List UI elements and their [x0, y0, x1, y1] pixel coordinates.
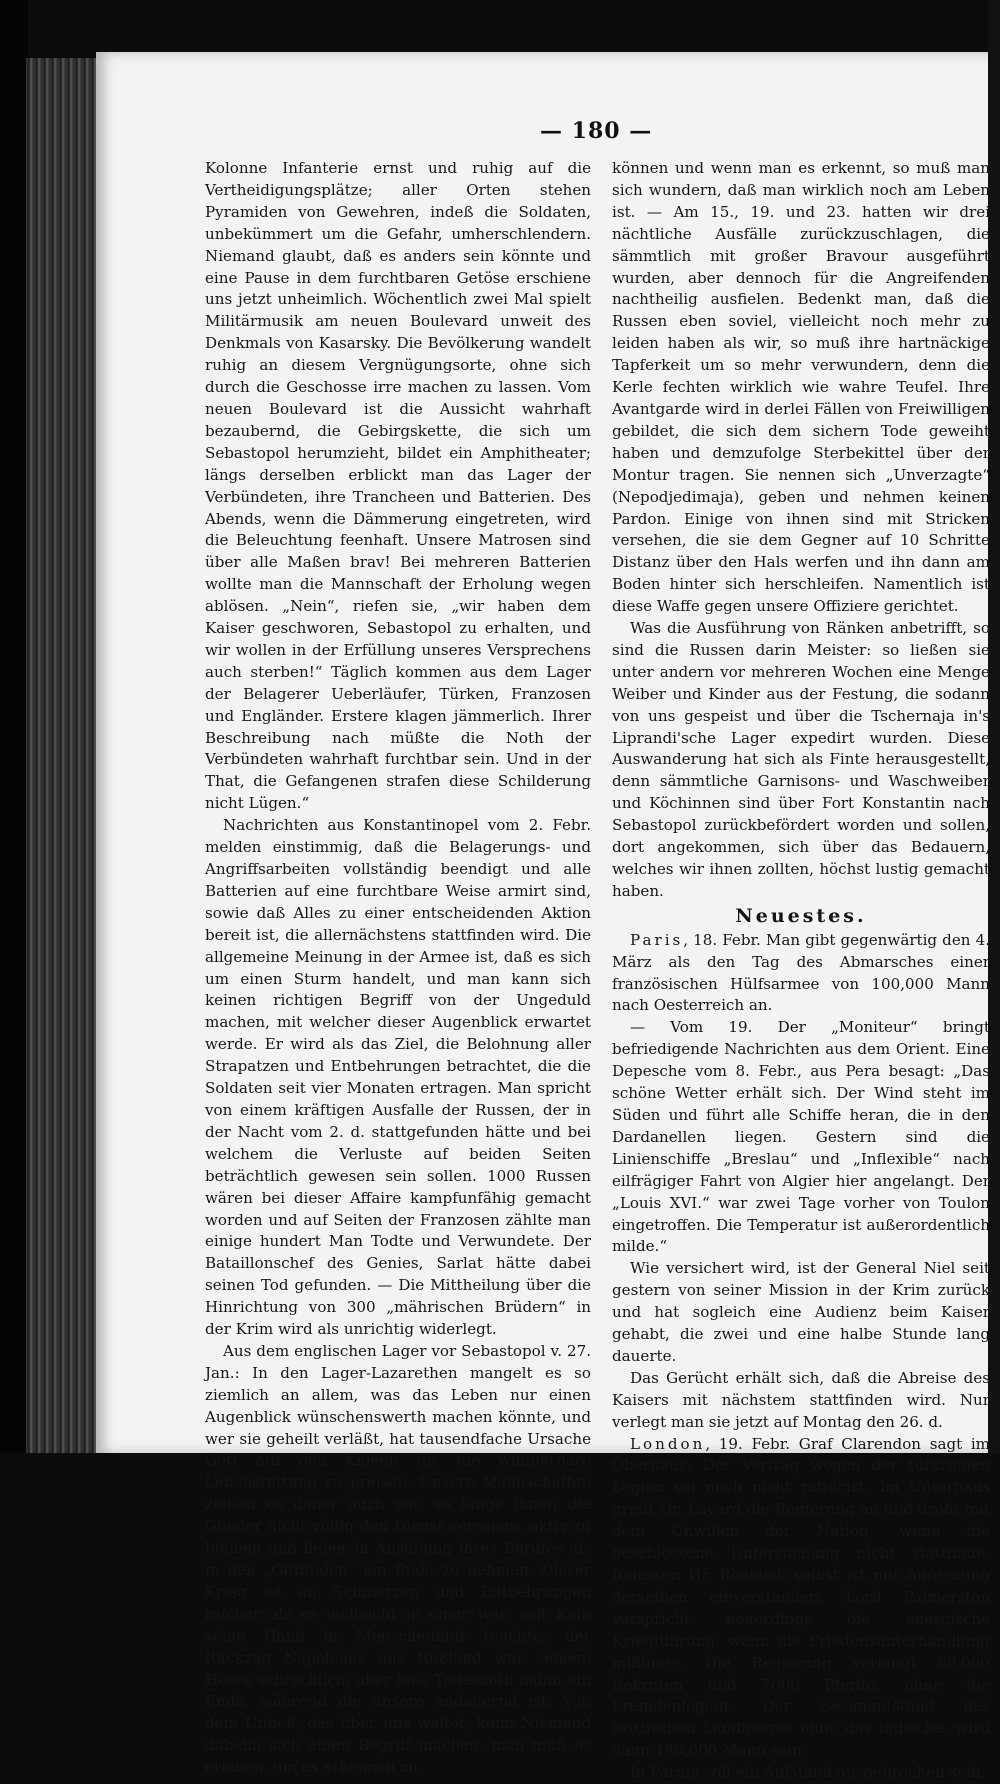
news-item — [612, 1434, 990, 1763]
news-item: — Vom 19. Der „Moniteur“ bringt befriedigende Nachrichten aus dem Orient. Eine Depesche vom 8. Febr., aus Pera besagt: „Das schöne Wetter erhält sich. Der Wind steht im Süden und führt alle Schiffe heran, die in den Dardanellen liegen. Gestern sind die Linienschiffe „Breslau“ und „Inflexible“ nach eilfrägiger Fahrt von Algier hier angelangt. Der „Louis XVI.“ war zwei Tage vorher von Toulon eingetroffen. Die Temperatur ist außerordentlich milde.“ — [612, 1018, 990, 1256]
news-item: Das Gerücht erhält sich, daß die Abreise des Kaisers mit nächstem stattfinden wird. Nur verlegt man sie jetzt auf Montag den 26. d. — [612, 1368, 990, 1431]
dateline-city: Paris — [630, 930, 684, 949]
news-item: Wie versichert wird, ist der General Niel seit gestern von seiner Mission in der Krim zurück und hat sogleich eine Audienz beim Kaiser gehabt, die zwei und eine halbe Stunde lang dauerte. — [612, 1259, 990, 1365]
paragraph: können und wenn man es erkennt, so muß man sich wundern, daß man wirklich noch am Leben ist. — Am 15., 19. und 23. hatten wir drei nächtliche Ausfälle zurückzuschlagen, die sämmtlich mit großer Bravour ausgeführt wurden, aber dennoch für die Angreifenden nachtheilig ausfielen. Bedenkt man, daß die Russen eben soviel, vielleicht noch mehr zu leiden haben als wir, so muß ihre hartnäckige Tapferkeit um so mehr verwundern, denn die Kerle fechten wirklich wie wahre Teufel. Ihre Avantgarde wird in derlei Fällen von Freiwilligen gebildet, die sich dem sichern Tode geweiht haben und demzufolge Sterbekittel über der Montur tragen. Sie nennen sich „Unverzagte“ (Nepodjedimaja), geben und nehmen keinen Pardon. Einige von ihnen sind mit Stricken versehen, die sie dem Gegner auf 10 Schritte Distanz über den Hals werfen und ihn dann am Boden hinter sich herschleifen. Namentlich ist diese Waffe gegen unsere Offiziere gerichtet. — [612, 159, 990, 616]
news-item: In Parma soll ein Aufstand ausgebrochen sein. — [630, 1763, 986, 1782]
news-item — [612, 930, 990, 1018]
paragraph: Was die Ausführung von Ränken anbetrifft, so sind die Russen darin Meister: so ließen sie unter andern vor mehreren Wochen eine Menge Weiber und Kinder aus der Festung, die sodann von uns gespeist und über die Tschernaja in's Liprandi'sche Lager expedirt wurden. Diese Auswanderung hat sich als Finte herausgestellt, denn sämmtliche Garnisons- und Waschweiber und Köchinnen sind über Fort Konstantin nach Sebastopol zurückbefördert worden und sollen, dort angekommen, sich über das Bedauern, welches wir ihnen zollten, höchst lustig gemacht haben. — [612, 619, 990, 900]
paragraph: Kolonne Infanterie ernst und ruhig auf die Vertheidigungsplätze; aller Orten stehen Pyramiden von Gewehren, indeß die Soldaten, unbekümmert um die Gefahr, umherschlendern. Niemand glaubt, daß es anders sein könnte und eine Pause in dem furchtbaren Getöse erschiene uns jetzt unheimlich. Wöchentlich zwei Mal spielt Militärmusik am neuen Boulevard unweit des Denkmals von Kasarsky. Die Bevölkerung wandelt ruhig an diesem Vergnügungsorte, ohne sich durch die Geschosse irre machen zu lassen. Vom neuen Boulevard ist die Aussicht wahrhaft bezaubernd, die Gebirgskette, die sich um Sebastopol herumzieht, bildet ein Amphitheater; längs derselben erblickt man das Lager der Verbündeten, ihre Trancheen und Batterien. Des Abends, wenn die Dämmerung eingetreten, wird die Beleuchtung feenhaft. Unsere Matrosen sind über alle Maßen brav! Bei mehreren Batterien wollte man die Mannschaft der Erholung wegen ablösen. „Nein“, riefen sie, „wir haben dem Kaiser geschworen, Sebastopol zu erhalten, und wir wollen in der Erfüllung unseres Versprechens auch sterben!“ Täglich kommen aus dem Lager der Belagerer Ueberläufer, Türken, Franzosen und Engländer. Erstere klagen jämmerlich. Ihrer Beschreibung nach müßte die Noth der Verbündeten wahrhaft furchtbar sein. Und in der That, die Gefangenen strafen diese Schilderung nicht Lügen.“ — [205, 159, 591, 813]
news-text: , 18. Febr. Man gibt gegenwärtig den 4. März als den Tag des Abmarsches einer französischen Hülfsarmee von 100,000 Mann nach Oesterreich an. — [612, 930, 990, 1015]
dateline-city: London — [630, 1434, 706, 1453]
right-column — [612, 158, 990, 1784]
page-number: — 180 — — [540, 118, 653, 144]
book-binding — [0, 0, 28, 1460]
paragraph: Nachrichten aus Konstantinopel vom 2. Febr. melden einstimmig, daß die Belagerungs- und Angriffsarbeiten vollständig beendigt und alle Batterien auf eine furchtbare Weise armirt sind, sowie daß Alles zu einer entscheidenden Aktion bereit ist, die allernächstens stattfinden wird. Die allgemeine Meinung in der Armee ist, daß es sich um einen Sturm handelt, und man kann sich keinen richtigen Begriff von der Ungeduld machen, mit welcher dieser Augenblick erwartet werde. Er wird als das Ziel, die Belohnung aller Strapatzen und Entbehrungen betrachtet, die die Soldaten seit vier Monaten ertragen. Man spricht von einem kräftigen Ausfalle der Russen, der in der Nacht vom 2. d. stattgefunden hätte und bei welchem die Verluste auf beiden Seiten beträchtlich gewesen sein sollen. 1000 Russen wären bei dieser Affaire kampfunfähig gemacht worden und auf Seiten der Franzosen zählte man einige hundert Man Todte und Verwundete. Der Bataillonschef des Genies, Sarlat hätte dabei seinen Tod gefunden. — Die Mittheilung über die Hinrichtung von 300 „mährischen Brüdern“ in der Krim wird als unrichtig widerlegt. — [205, 816, 591, 1339]
paragraph: Aus dem englischen Lager vor Sebastopol v. 27. Jan.: In den Lager-Lazarethen mangelt es so ziemlich an allem, was das Leben nur einen Augenblick wünschenswerth machen könnte, und wer sie geheilt verläßt, hat tausendfache Ursache Gott auf den Knieen für die wunderbare Lebensrettung zu preisen. Unsere Mannschaften ziehen es daher auch vor, so lange ihnen die Glieder nicht völlig den Dienst versagen, aktiv zu bleiben und lieber in Ausübung ihres Berufes als in den „Giftbuden“ ein Ende zu nehmen. Dieser Krieg ist an Schmerzen und Entbehrungen reicher als es vielleicht je einer war, seit Kain seine Hand in Menschenblut tauchte; der Rückzug Napoleons aus Rußland war seinem Heere schrecklich; aber jene Todesnoth nahm ein Ende, während die unsere andauernd ist. Von dem Unheil, das über uns waltet, kann Niemand daheim sich einen Begriff machen, man muß es erleben, um es erkennen zu — [205, 1341, 591, 1777]
news-text: , 19. Febr. Graf Clarendon sagt im Oberhaus: Der Vertrag wegen der türkischen Legion sei noch nicht ratificirt. Im Unterhaus greift Hr. Layard die Regierung an und droht mit dem Unwillen der Nation, wenn die beschlossene Untersuchung nicht stattfinde. Indessen Hr. Roebuck selbst ist mit Aufgebung derselben einverstanden. Lord Palmerston verspricht neuerdings die energische Kriegführung, wenn die Friedensunterhandlung mißlinge. Die Regierung verlangt 60,000 Rekruten und 7000 Pferde, ohne die Fremdenlegion. Der Gesammtstand des brittischen Landheeres ohne das indische, wird dann 180,000 Mann sein. — [612, 1434, 990, 1760]
left-column — [205, 158, 591, 1779]
section-heading: Neuestes. — [735, 904, 867, 927]
scan-top-border — [0, 0, 1000, 50]
